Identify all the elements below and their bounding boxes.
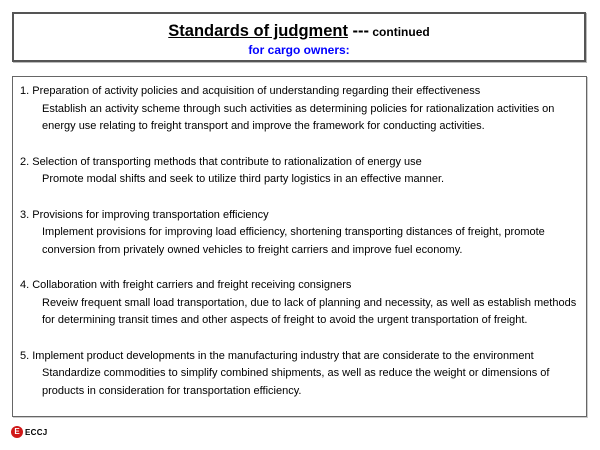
list-item bbox=[20, 348, 580, 401]
list-item bbox=[20, 277, 580, 330]
eccj-logo bbox=[11, 425, 48, 439]
page-title: Standards of judgment bbox=[168, 22, 348, 40]
item-body: Standardize commodities to simplify combined shipments, as well as reduce the weight or dimensions of products in consideration for transportation efficiency. bbox=[42, 367, 550, 397]
list-item bbox=[20, 207, 580, 260]
item-heading: 2. Selection of transporting methods that contribute to rationalization of energy use bbox=[20, 155, 422, 168]
item-heading: 5. Implement product developments in the manufacturing industry that are considerate to the environment bbox=[20, 349, 534, 362]
item-body: Reveiw frequent small load transportation, due to lack of planning and necessity, as well as establish methods for determining transit times and other aspects of freight to avoid the urgent transportation of freight. bbox=[42, 296, 577, 327]
title-box bbox=[12, 12, 586, 62]
item-heading: 3. Provisions for improving transportation efficiency bbox=[20, 208, 269, 221]
title-continued: continued bbox=[369, 25, 430, 39]
title-dashes: --- bbox=[347, 22, 370, 40]
eccj-logo-text: ECCJ bbox=[25, 427, 48, 437]
item-heading: 1. Preparation of activity policies and acquisition of understanding regarding their effectiveness bbox=[20, 85, 481, 97]
list-item bbox=[20, 83, 580, 136]
list-item bbox=[20, 154, 580, 189]
page-subtitle: for cargo owners: bbox=[248, 43, 350, 57]
title-line bbox=[14, 21, 584, 42]
content-box bbox=[12, 76, 587, 417]
eccj-logo-icon: E bbox=[11, 426, 23, 438]
item-body: Establish an activity scheme through such activities as determining policies for rationalization activities on energy use relating to freight transport and improve the framework for conducting activities. bbox=[42, 102, 555, 133]
item-body: Promote modal shifts and seek to utilize third party logistics in an effective manner. bbox=[42, 173, 445, 186]
item-body: Implement provisions for improving load efficiency, shortening transporting distances of freight, promote conversion from privately owned vehicles to freight carriers and improve fuel economy. bbox=[42, 226, 545, 256]
item-heading: 4. Collaboration with freight carriers and freight receiving consigners bbox=[20, 279, 352, 292]
